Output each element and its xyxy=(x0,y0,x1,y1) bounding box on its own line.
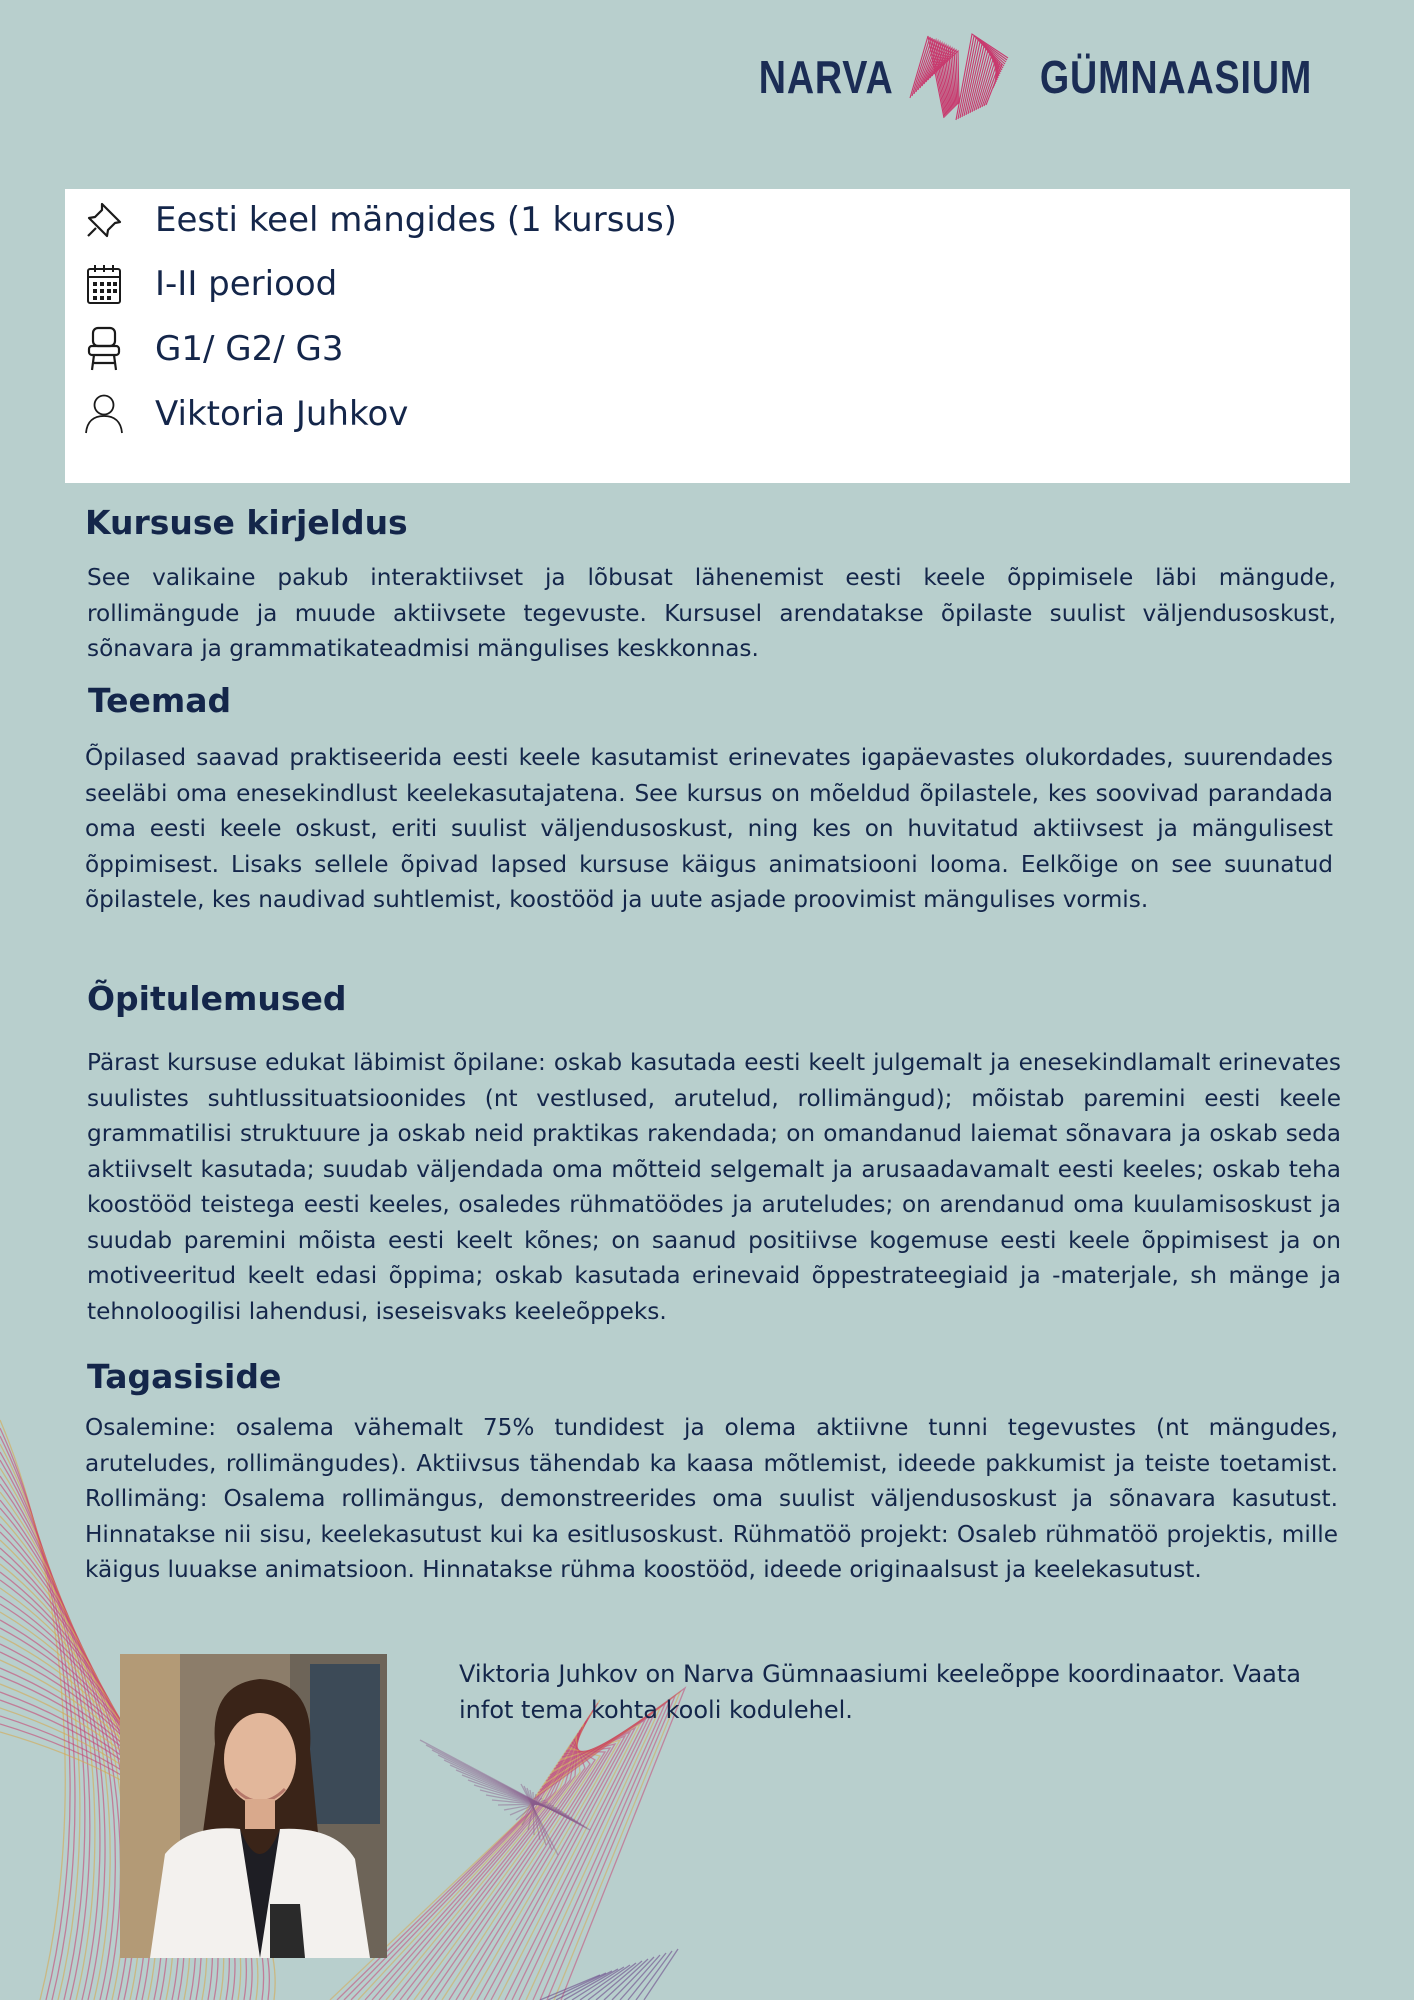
period-row xyxy=(83,261,337,307)
period-text: I-II periood xyxy=(155,264,338,304)
chair-icon xyxy=(83,326,125,372)
teacher-bio: Viktoria Juhkov on Narva Gümnaasiumi keeleõppe koordinaator. Vaata infot tema kohta kooli kodulehel. xyxy=(459,1660,1301,1724)
section-title-description: Kursuse kirjeldus xyxy=(85,503,408,542)
section-title-feedback: Tagasiside xyxy=(87,1357,282,1396)
person-icon xyxy=(83,391,125,437)
pin-icon xyxy=(83,197,125,243)
teacher-row xyxy=(83,391,408,437)
school-logo xyxy=(744,28,1342,126)
grades-row xyxy=(83,326,343,372)
logo-word-narva: NARVA xyxy=(758,51,894,103)
section-title-outcomes: Õpitulemused xyxy=(87,979,347,1018)
section-text-description: See valikaine pakub interaktiivset ja lõbusat lähenemist eesti keele õppimisele läbi mängude, rollimängude ja muude aktiivsete tegevuste. Kursusel arendatakse õpilaste suulist väljendusoskust, sõnavara ja grammatikateadmisi mängulises keskkonnas. xyxy=(87,564,1336,662)
teacher-photo xyxy=(120,1654,387,1958)
logo-word-gumnaasium: GÜMNAASIUM xyxy=(1039,51,1313,103)
course-info-box xyxy=(65,189,1350,483)
grades-text: G1/ G2/ G3 xyxy=(155,329,344,369)
logo-mark-icon xyxy=(900,28,1018,126)
section-text-feedback: Osalemine: osalema vähemalt 75% tundidest ja olema aktiivne tunni tegevustes (nt mängudes, aruteludes, rollimängudes). Aktiivsus tähendab ka kaasa mõtlemist, ideede pakkumist ja teiste toetamist. Rollimäng: Osalema rollimängus, demonstreerides oma suulist väljendusoskust ja sõnavara kasutust. Hinnatakse nii sisu, keelekasutust kui ka esitlusoskust. Rühmatöö projekt: Osaleb rühmatöö projektis, mille käigus luuakse animatsioon. Hinnatakse rühma koostööd, ideede originaalsust ja keelekasutust. xyxy=(85,1414,1338,1583)
section-title-topics: Teemad xyxy=(88,681,232,720)
section-text-outcomes: Pärast kursuse edukat läbimist õpilane: oskab kasutada eesti keelt julgemalt ja enesekindlamalt erinevates suulistes suhtlussituatsioonides (nt vestlused, arutelud, rollimängud); mõistab paremini eesti keele grammatilisi struktuure ja oskab neid praktikas rakendada; on omandanud laiemat sõnavara ja oskab seda aktiivselt kasutada; suudab väljendada oma mõtteid selgemalt ja arusaadavamalt eesti keeles; oskab teha koostööd teistega eesti keeles, osaledes rühmatöödes ja aruteludes; on arendanud oma kuulamisoskust ja suudab paremini mõista eesti keelt kõnes; on saanud positiivse kogemuse eesti keele õppimisest ja on motiveeritud keelt edasi õppima; oskab kasutada erinevaid õppestrateegiaid ja -materjale, sh mänge ja tehnoloogilisi lahendusi, iseseisvaks keeleõppeks. xyxy=(87,1049,1341,1325)
course-row xyxy=(83,197,677,243)
section-text-topics: Õpilased saavad praktiseerida eesti keele kasutamist erinevates igapäevastes olukordades, suurendades seeläbi oma enesekindlust keelekasutajatena. See kursus on mõeldud õpilastele, kes soovivad parandada oma eesti keele oskust, eriti suulist väljendusoskust, ning kes on huvitatud aktiivsest ja mängulisest õppimisest. Lisaks sellele õpivad lapsed kursuse käigus animatsiooni looma. Eelkõige on see suunatud õpilastele, kes naudivad suhtlemist, koostööd ja uute asjade proovimist mängulises vormis. xyxy=(85,744,1333,913)
course-title: Eesti keel mängides (1 kursus) xyxy=(155,200,677,240)
teacher-name: Viktoria Juhkov xyxy=(155,394,409,434)
calendar-icon xyxy=(83,261,125,307)
